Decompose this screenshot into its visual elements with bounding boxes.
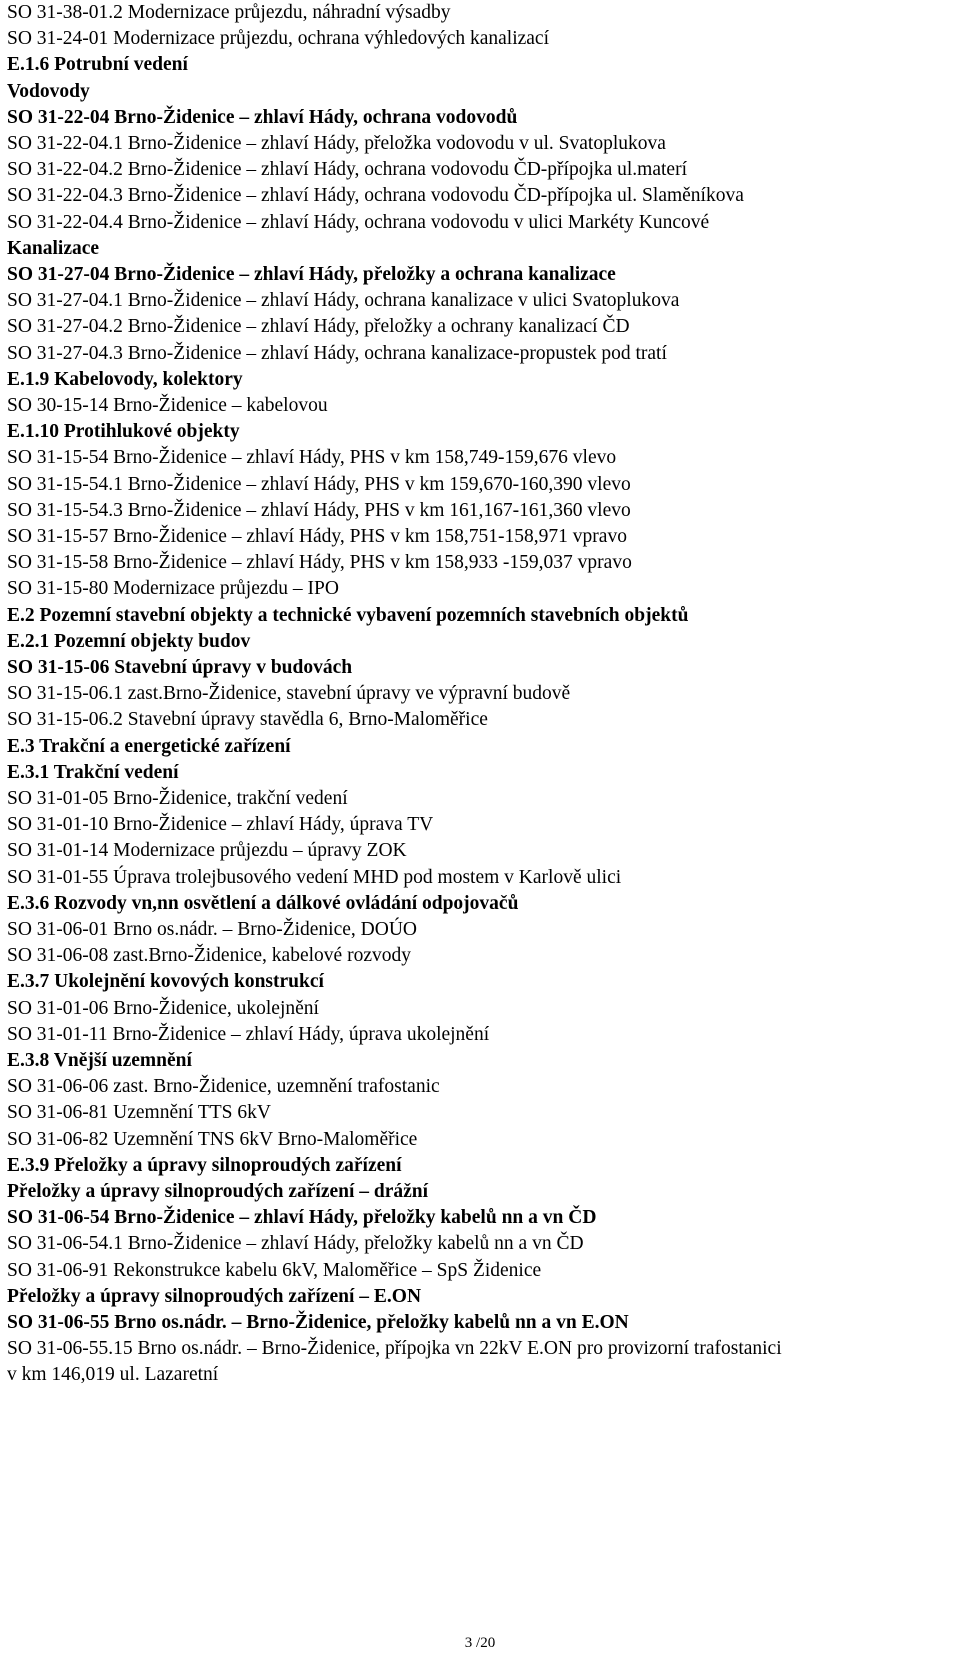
- section-heading: Kanalizace: [7, 237, 100, 259]
- section-heading: Vodovody: [7, 80, 90, 102]
- object-line: SO 31-01-11 Brno-Židenice – zhlaví Hády, úprava ukolejnění: [7, 1023, 490, 1045]
- section-heading: Přeložky a úpravy silnoproudých zařízení – E.ON: [7, 1285, 422, 1307]
- object-line: SO 31-15-57 Brno-Židenice – zhlaví Hády, PHS v km 158,751-158,971 vpravo: [7, 526, 627, 547]
- object-line: SO 31-01-05 Brno-Židenice, trakční vedení: [7, 788, 348, 809]
- object-line: SO 31-15-06.2 Stavební úpravy stavědla 6, Brno-Maloměřice: [7, 709, 488, 731]
- section-heading: E.2 Pozemní stavební objekty a technické vybavení pozemních stavebních objektů: [7, 604, 689, 626]
- section-heading: E.3.6 Rozvody vn,nn osvětlení a dálkové ovládání odpojovačů: [7, 892, 519, 914]
- object-line: SO 31-15-54.3 Brno-Židenice – zhlaví Hády, PHS v km 161,167-161,360 vlevo: [7, 499, 631, 521]
- object-line: SO 31-01-10 Brno-Židenice – zhlaví Hády, úprava TV: [7, 814, 434, 836]
- section-heading: SO 31-06-54 Brno-Židenice – zhlaví Hády, přeložky kabelů nn a vn ČD: [7, 1207, 597, 1229]
- object-line: SO 31-01-06 Brno-Židenice, ukolejnění: [7, 997, 319, 1019]
- object-line: SO 31-15-58 Brno-Židenice – zhlaví Hády, PHS v km 158,933 -159,037 vpravo: [7, 552, 632, 574]
- section-heading: E.3.9 Přeložky a úpravy silnoproudých zařízení: [7, 1154, 402, 1176]
- section-heading: E.2.1 Pozemní objekty budov: [7, 630, 251, 652]
- object-line: SO 31-06-91 Rekonstrukce kabelu 6kV, Maloměřice – SpS Židenice: [7, 1259, 542, 1281]
- object-line: SO 31-15-06.1 zast.Brno-Židenice, stavební úpravy ve výpravní budově: [7, 683, 571, 705]
- object-line: SO 31-06-55.15 Brno os.nádr. – Brno-Židenice, přípojka vn 22kV E.ON pro provizorní trafostanici: [7, 1338, 782, 1360]
- section-heading: E.1.9 Kabelovody, kolektory: [7, 368, 243, 390]
- object-line: SO 31-27-04.3 Brno-Židenice – zhlaví Hády, ochrana kanalizace-propustek pod tratí: [7, 342, 667, 364]
- object-line: SO 31-15-80 Modernizace průjezdu – IPO: [7, 578, 339, 600]
- object-line: SO 31-24-01 Modernizace průjezdu, ochrana výhledových kanalizací: [7, 28, 550, 50]
- section-heading: E.1.10 Protihlukové objekty: [7, 421, 240, 443]
- section-heading: SO 31-22-04 Brno-Židenice – zhlaví Hády, ochrana vodovodů: [7, 106, 518, 128]
- section-heading: SO 31-15-06 Stavební úpravy v budovách: [7, 657, 353, 678]
- object-line: SO 31-15-54 Brno-Židenice – zhlaví Hády, PHS v km 158,749-159,676 vlevo: [7, 447, 617, 469]
- object-line: SO 31-22-04.3 Brno-Židenice – zhlaví Hády, ochrana vodovodu ČD-přípojka ul. Slaměníkova: [7, 185, 744, 207]
- section-heading: E.3.1 Trakční vedení: [7, 761, 179, 783]
- object-line: SO 31-22-04.1 Brno-Židenice – zhlaví Hády, přeložka vodovodu v ul. Svatoplukova: [7, 133, 666, 154]
- object-line: SO 31-27-04.2 Brno-Židenice – zhlaví Hády, přeložky a ochrany kanalizací ČD: [7, 316, 630, 338]
- section-heading: E.3.8 Vnější uzemnění: [7, 1050, 192, 1071]
- object-line: SO 31-22-04.2 Brno-Židenice – zhlaví Hády, ochrana vodovodu ČD-přípojka ul.materí: [7, 159, 687, 181]
- object-line: SO 30-15-14 Brno-Židenice – kabelovou: [7, 395, 328, 416]
- object-line: SO 31-06-01 Brno os.nádr. – Brno-Židenice, DOÚO: [7, 919, 417, 940]
- object-line: SO 31-06-08 zast.Brno-Židenice, kabelové rozvody: [7, 945, 411, 967]
- object-line: SO 31-01-14 Modernizace průjezdu – úpravy ZOK: [7, 840, 407, 862]
- section-heading: SO 31-06-55 Brno os.nádr. – Brno-Židenice, přeložky kabelů nn a vn E.ON: [7, 1312, 629, 1333]
- object-line: SO 31-27-04.1 Brno-Židenice – zhlaví Hády, ochrana kanalizace v ulici Svatoplukova: [7, 290, 680, 312]
- section-heading: E.1.6 Potrubní vedení: [7, 54, 188, 76]
- section-heading: SO 31-27-04 Brno-Židenice – zhlaví Hády, přeložky a ochrana kanalizace: [7, 264, 616, 285]
- page-number: 3 /20: [464, 1635, 496, 1651]
- object-line: SO 31-06-82 Uzemnění TNS 6kV Brno-Maloměřice: [7, 1128, 418, 1150]
- object-line: SO 31-22-04.4 Brno-Židenice – zhlaví Hády, ochrana vodovodu v ulici Markéty Kuncové: [7, 211, 710, 233]
- object-line: v km 146,019 ul. Lazaretní: [7, 1364, 219, 1386]
- object-line: SO 31-15-54.1 Brno-Židenice – zhlaví Hády, PHS v km 159,670-160,390 vlevo: [7, 473, 631, 495]
- object-line: SO 31-06-54.1 Brno-Židenice – zhlaví Hády, přeložky kabelů nn a vn ČD: [7, 1233, 584, 1255]
- object-line: SO 31-06-06 zast. Brno-Židenice, uzemnění trafostanic: [7, 1076, 440, 1098]
- section-heading: Přeložky a úpravy silnoproudých zařízení – drážní: [7, 1181, 429, 1202]
- object-line: SO 31-06-81 Uzemnění TTS 6kV: [7, 1102, 271, 1124]
- section-heading: E.3 Trakční a energetické zařízení: [7, 735, 291, 757]
- object-line: SO 31-38-01.2 Modernizace průjezdu, náhradní výsadby: [7, 2, 451, 23]
- section-heading: E.3.7 Ukolejnění kovových konstrukcí: [7, 971, 324, 993]
- object-line: SO 31-01-55 Úprava trolejbusového vedení MHD pod mostem v Karlově ulici: [7, 866, 622, 888]
